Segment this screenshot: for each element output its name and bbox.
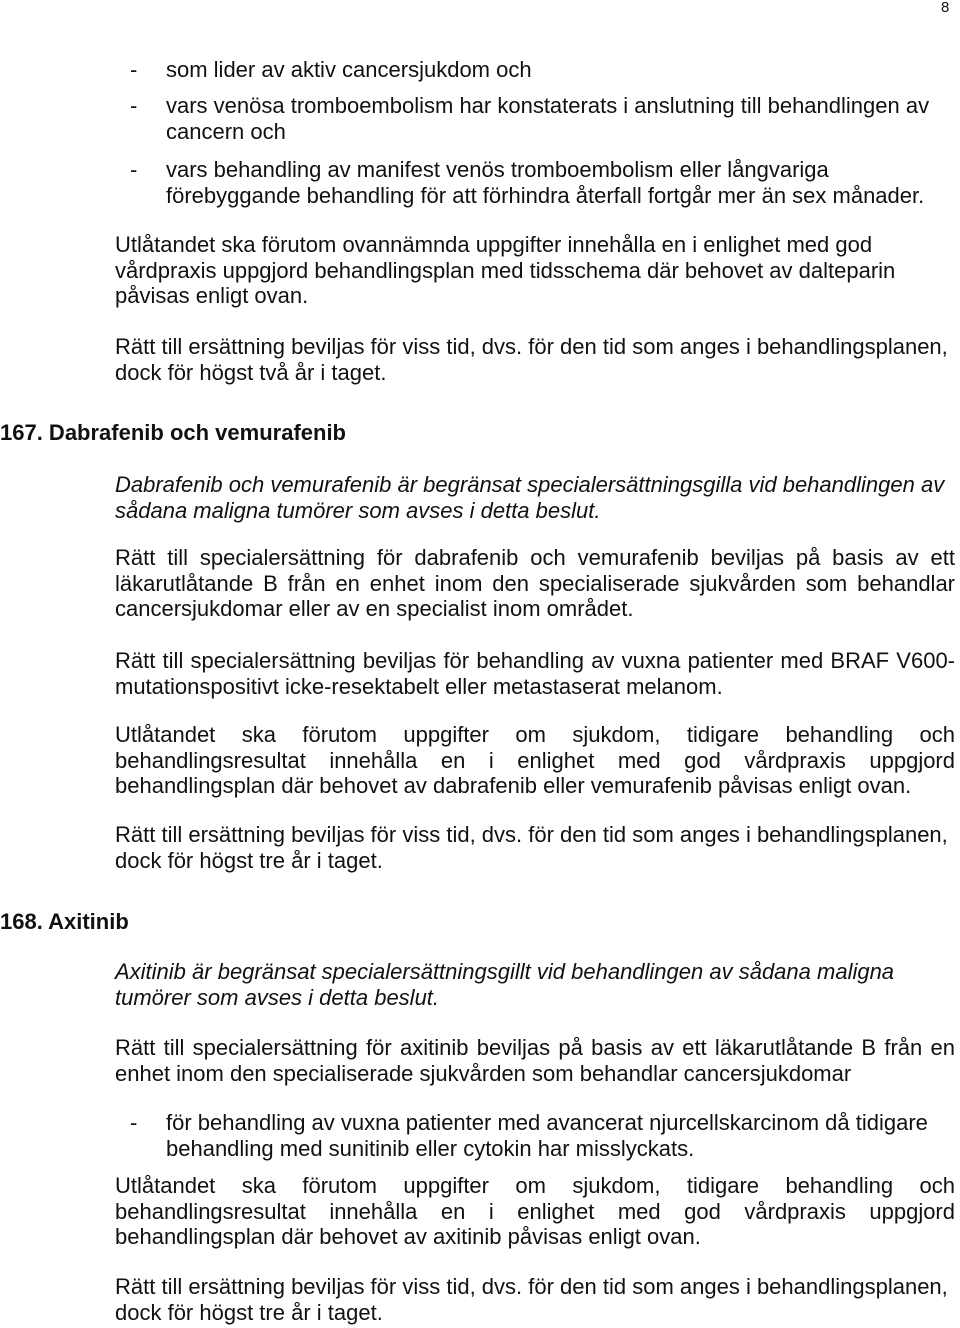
paragraph-dalteparin-period bbox=[115, 334, 955, 385]
text-line: behandlingsplan där behovet av dabrafenib eller vemurafenib påvisas enligt ovan. bbox=[115, 773, 912, 798]
text-line: Dabrafenib och vemurafenib är begränsat specialersättningsgilla vid behandlingen av bbox=[115, 472, 945, 497]
paragraph-167-indication bbox=[115, 648, 955, 699]
text-line: förebyggande behandling för att förhindra återfall fortgår mer än sex månader. bbox=[166, 182, 925, 208]
section-heading-167: 167. Dabrafenib och vemurafenib bbox=[0, 420, 346, 445]
text-line: Utlåtandet ska förutom uppgifter om sjukdom, tidigare behandling och bbox=[115, 722, 955, 747]
paragraph-167-period bbox=[115, 822, 955, 873]
dash-bullet: - bbox=[130, 93, 138, 118]
text-line: behandlingsplan där behovet av axitinib påvisas enligt ovan. bbox=[115, 1224, 701, 1249]
text-line: dock för högst tre år i taget. bbox=[115, 1299, 383, 1325]
text-line: Rätt till ersättning beviljas för viss tid, dvs. för den tid som anges i behandlingsplanen, bbox=[115, 1274, 948, 1299]
text-line: för behandling av vuxna patienter med avancerat njurcellskarcinom då tidigare bbox=[166, 1110, 928, 1135]
text-line: Utlåtandet ska förutom uppgifter om sjukdom, tidigare behandling och bbox=[115, 1173, 955, 1198]
text-line: mutationspositivt icke-resektabelt eller metastaserat melanom. bbox=[115, 673, 723, 699]
text-line: behandlingsresultat innehålla en i enlighet med god vårdpraxis uppgjord bbox=[115, 747, 955, 773]
text-line: Rätt till specialersättning för dabrafenib och vemurafenib beviljas på basis av ett bbox=[115, 545, 955, 570]
text-line: dock för högst tre år i taget. bbox=[115, 847, 383, 873]
text-line: Rätt till specialersättning beviljas för behandling av vuxna patienter med BRAF V600- bbox=[115, 648, 955, 673]
text-line: läkarutlåtande B från en enhet inom den specialiserade sjukvården som behandlar bbox=[115, 570, 955, 596]
dash-bullet: - bbox=[130, 1110, 138, 1135]
dash-bullet: - bbox=[130, 57, 138, 82]
paragraph-168-statement bbox=[115, 1173, 955, 1250]
page-number: 8 bbox=[941, 0, 950, 16]
text-line: enhet inom den specialiserade sjukvården som behandlar cancersjukdomar bbox=[115, 1060, 852, 1086]
text-line: dock för högst två år i taget. bbox=[115, 359, 387, 385]
paragraph-167-statement bbox=[115, 722, 955, 799]
paragraph-167-intro bbox=[115, 472, 955, 523]
text-line: sådana maligna tumörer som avses i detta beslut. bbox=[115, 497, 601, 523]
text-line: som lider av aktiv cancersjukdom och bbox=[166, 57, 532, 82]
text-line: behandling med sunitinib eller cytokin har misslyckats. bbox=[166, 1135, 695, 1161]
paragraph-168-intro bbox=[115, 959, 955, 1010]
text-line: vårdpraxis uppgjord behandlingsplan med tidsschema där behovet av dalteparin bbox=[115, 257, 896, 283]
text-line: behandlingsresultat innehålla en i enlighet med god vårdpraxis uppgjord bbox=[115, 1198, 955, 1224]
dash-bullet: - bbox=[130, 157, 138, 182]
text-line: cancern och bbox=[166, 118, 286, 144]
text-line: Utlåtandet ska förutom ovannämnda uppgifter innehålla en i enlighet med god bbox=[115, 232, 873, 257]
text-line: vars behandling av manifest venös tromboembolism eller långvariga bbox=[166, 157, 829, 182]
paragraph-168-basis bbox=[115, 1035, 955, 1086]
paragraph-167-basis bbox=[115, 545, 955, 622]
text-line: Rätt till ersättning beviljas för viss tid, dvs. för den tid som anges i behandlingsplanen, bbox=[115, 334, 948, 359]
text-line: cancersjukdomar eller av en specialist inom området. bbox=[115, 596, 634, 621]
section-heading-168: 168. Axitinib bbox=[0, 909, 129, 934]
text-line: Axitinib är begränsat specialersättningsgillt vid behandlingen av sådana maligna bbox=[115, 959, 895, 984]
text-line: vars venösa tromboembolism har konstaterats i anslutning till behandlingen av bbox=[166, 93, 930, 118]
paragraph-dalteparin-statement bbox=[115, 232, 955, 309]
text-line: tumörer som avses i detta beslut. bbox=[115, 984, 440, 1010]
text-line: påvisas enligt ovan. bbox=[115, 283, 309, 308]
text-line: Rätt till specialersättning för axitinib beviljas på basis av ett läkarutlåtande B från en bbox=[115, 1035, 955, 1060]
text-line: Rätt till ersättning beviljas för viss tid, dvs. för den tid som anges i behandlingsplanen, bbox=[115, 822, 948, 847]
paragraph-168-period bbox=[115, 1274, 955, 1325]
